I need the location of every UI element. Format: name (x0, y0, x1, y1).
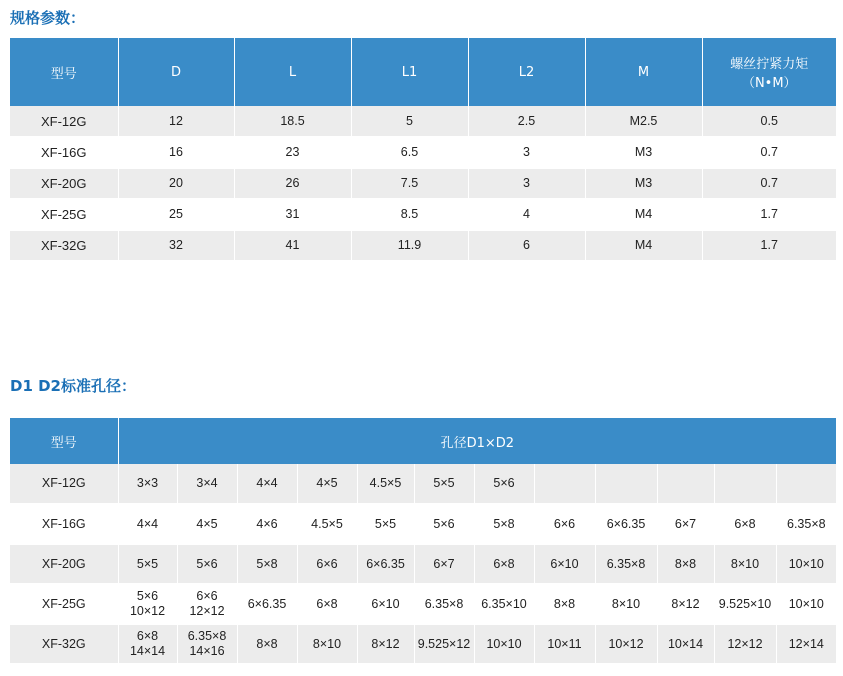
bore-value: 10×10 (486, 636, 522, 651)
bore-cell (177, 624, 237, 664)
bore-cell (714, 624, 776, 664)
bore-cell (776, 544, 836, 584)
bore-cell (177, 464, 237, 504)
bore-cell (595, 504, 657, 544)
model-cell: XF-20G (10, 544, 118, 584)
bore-value: 6×8 (316, 596, 338, 611)
bore-cell (595, 624, 657, 664)
bore-value: 10×10 (788, 556, 824, 571)
bore-cell (657, 584, 714, 624)
table-cell: 8.5 (351, 199, 468, 230)
bore-value: 10×12 (608, 636, 644, 651)
bore-cell (714, 504, 776, 544)
model-cell: XF-25G (10, 199, 118, 230)
bore-value: 6×6.35 (606, 516, 646, 531)
table-cell: 5 (351, 106, 468, 137)
bore-cell (357, 544, 414, 584)
bore-value: 8×8 (553, 596, 576, 611)
col-header-l2: L2 (468, 38, 585, 106)
bore-cell (414, 504, 474, 544)
bore-cell (474, 504, 534, 544)
table-cell: 16 (118, 137, 234, 168)
bore-value: 5×8 (256, 556, 278, 571)
bore-value: 4.5×5 (369, 476, 402, 490)
model-cell: XF-12G (10, 464, 118, 504)
bore-value: 8×10 (611, 596, 641, 611)
bore-cell (776, 624, 836, 664)
bore-cell (534, 624, 595, 664)
bore-cell (414, 544, 474, 584)
table-cell: 41 (234, 230, 351, 261)
table-row (10, 464, 836, 504)
model-cell: XF-32G (10, 230, 118, 261)
bore-cell (357, 624, 414, 664)
bore-cell (297, 464, 357, 504)
bore-value: 4×5 (316, 476, 338, 490)
bore-header-model: 型号 (10, 418, 118, 464)
bore-value: 6×10 (371, 596, 400, 611)
table-row (10, 230, 836, 261)
bore-value: 6×7 (674, 516, 697, 531)
bore-cell (595, 584, 657, 624)
torque-label: 螺丝拧紧力矩 (730, 57, 809, 72)
bore-cell (534, 584, 595, 624)
table-cell: 0.7 (702, 168, 836, 199)
bore-value: 10×14 (667, 636, 704, 651)
bore-cell (177, 584, 237, 624)
bore-cell (534, 504, 595, 544)
col-header-l1: L1 (351, 38, 468, 106)
spec-table (10, 38, 836, 262)
bore-value: 9.525×10 (718, 596, 772, 611)
bore-cell (118, 504, 177, 544)
table-cell: 18.5 (234, 106, 351, 137)
bore-value: 3×3 (136, 476, 159, 490)
bore-cell (714, 544, 776, 584)
bore-cell (776, 504, 836, 544)
table-cell: 3 (468, 137, 585, 168)
bore-value: 6.35×8 (187, 629, 227, 643)
bore-value: 9.525×12 (417, 636, 471, 651)
bore-header-diameter: 孔径D1×D2 (118, 418, 836, 464)
table-cell: 20 (118, 168, 234, 199)
bore-cell (118, 624, 177, 664)
model-cell: XF-16G (10, 137, 118, 168)
bore-cell (414, 584, 474, 624)
bore-value: 6.35×8 (424, 596, 464, 611)
table-row (10, 624, 836, 664)
bore-value: 5×6 (493, 476, 515, 490)
bore-cell (776, 584, 836, 624)
table-cell: M4 (585, 199, 702, 230)
bore-cell (297, 544, 357, 584)
bore-value: 5×5 (374, 516, 397, 531)
col-header-model: 型号 (10, 38, 118, 106)
table-cell: 6.5 (351, 137, 468, 168)
bore-cell (414, 624, 474, 664)
table-cell: 1.7 (702, 199, 836, 230)
bore-cell (474, 624, 534, 664)
model-cell: XF-32G (10, 624, 118, 664)
spec-header-row (10, 38, 836, 106)
bore-cell (357, 464, 414, 504)
bore-value: 6×6.35 (247, 596, 287, 611)
bore-value: 6×6.35 (366, 556, 405, 571)
bore-value: 14×16 (189, 644, 225, 658)
bore-value: 10×11 (547, 636, 582, 651)
bore-value: 4.5×5 (311, 516, 343, 531)
bore-cell (657, 624, 714, 664)
bore-cell (414, 464, 474, 504)
bore-value: 5×8 (493, 516, 515, 531)
bore-cell (657, 544, 714, 584)
bore-value: 6.35×8 (787, 516, 826, 531)
bore-value: 12×12 (189, 604, 225, 618)
bore-cell (297, 504, 357, 544)
bore-cell (657, 464, 714, 504)
bore-value: 6×8 (493, 556, 515, 571)
bore-cell (595, 464, 657, 504)
table-row (10, 168, 836, 199)
table-row (10, 504, 836, 544)
table-cell: 12 (118, 106, 234, 137)
model-cell: XF-16G (10, 504, 118, 544)
bore-value: 14×14 (129, 644, 166, 658)
table-cell: 25 (118, 199, 234, 230)
model-cell: XF-20G (10, 168, 118, 199)
model-cell: XF-12G (10, 106, 118, 137)
bore-value: 5×6 (433, 516, 455, 531)
bore-value: 8×12 (671, 596, 700, 611)
table-cell: 32 (118, 230, 234, 261)
bore-header-row (10, 418, 836, 464)
table-cell: 26 (234, 168, 351, 199)
bore-value: 8×10 (312, 636, 342, 651)
bore-value: 6×6 (196, 589, 218, 603)
bore-cell (297, 584, 357, 624)
table-cell: M3 (585, 137, 702, 168)
bore-value: 12×14 (788, 636, 824, 651)
bore-cell (657, 504, 714, 544)
table-cell: 2.5 (468, 106, 585, 137)
table-cell: 7.5 (351, 168, 468, 199)
bore-value: 6×10 (550, 556, 579, 571)
bore-value: 5×5 (136, 556, 159, 571)
table-cell: 31 (234, 199, 351, 230)
bore-value: 6.35×10 (481, 596, 527, 611)
table-row (10, 137, 836, 168)
bore-value: 4×4 (256, 476, 278, 490)
bore-value: 5×5 (433, 476, 455, 490)
bore-value: 6.35×8 (606, 556, 646, 571)
bore-value: 5×6 (136, 589, 159, 603)
table-cell: M2.5 (585, 106, 702, 137)
bore-cell (237, 504, 297, 544)
bore-cell (237, 624, 297, 664)
table-row (10, 106, 836, 137)
bore-value: 10×10 (788, 596, 824, 611)
bore-cell (357, 584, 414, 624)
table-row (10, 544, 836, 584)
bore-value: 8×10 (730, 556, 760, 571)
bore-value: 8×12 (371, 636, 400, 651)
bore-value: 6×6 (553, 516, 576, 531)
table-cell: 1.7 (702, 230, 836, 261)
bore-cell (118, 584, 177, 624)
bore-table (10, 418, 836, 665)
bore-value: 4×4 (136, 516, 159, 531)
table-cell: 0.5 (702, 106, 836, 137)
bore-cell (118, 544, 177, 584)
table-cell: 0.7 (702, 137, 836, 168)
bore-value: 6×6 (316, 556, 338, 571)
table-cell: 4 (468, 199, 585, 230)
bore-cell (118, 464, 177, 504)
bore-cell (237, 464, 297, 504)
bore-value: 6×8 (136, 629, 159, 643)
bore-cell (714, 464, 776, 504)
bore-value: 5×6 (196, 556, 218, 571)
col-header-torque (702, 38, 836, 106)
bore-value: 4×6 (256, 516, 278, 531)
bore-section-title: D1 D2标准孔径： (10, 377, 136, 395)
col-header-l: L (234, 38, 351, 106)
bore-value: 10×12 (129, 604, 166, 618)
bore-cell (534, 544, 595, 584)
bore-value: 8×8 (256, 636, 278, 651)
torque-unit: （N•M） (741, 76, 797, 91)
bore-cell (474, 544, 534, 584)
table-row (10, 199, 836, 230)
col-header-d: D (118, 38, 234, 106)
bore-cell (714, 584, 776, 624)
bore-value: 4×5 (196, 516, 218, 531)
table-cell: 6 (468, 230, 585, 261)
col-header-m: M (585, 38, 702, 106)
table-cell: M4 (585, 230, 702, 261)
bore-cell (776, 464, 836, 504)
bore-cell (534, 464, 595, 504)
table-cell: 3 (468, 168, 585, 199)
bore-cell (474, 464, 534, 504)
table-cell: M3 (585, 168, 702, 199)
bore-cell (297, 624, 357, 664)
bore-value: 6×7 (433, 556, 455, 571)
table-row (10, 584, 836, 624)
bore-cell (474, 584, 534, 624)
bore-cell (237, 544, 297, 584)
bore-value: 12×12 (727, 636, 763, 651)
bore-value: 6×8 (734, 516, 756, 531)
bore-value: 8×8 (674, 556, 697, 571)
bore-cell (237, 584, 297, 624)
bore-value: 3×4 (196, 476, 218, 490)
table-cell: 11.9 (351, 230, 468, 261)
bore-cell (595, 544, 657, 584)
bore-cell (357, 504, 414, 544)
bore-cell (177, 504, 237, 544)
table-cell: 23 (234, 137, 351, 168)
bore-cell (177, 544, 237, 584)
spec-section-title: 规格参数： (10, 9, 86, 27)
model-cell: XF-25G (10, 584, 118, 624)
